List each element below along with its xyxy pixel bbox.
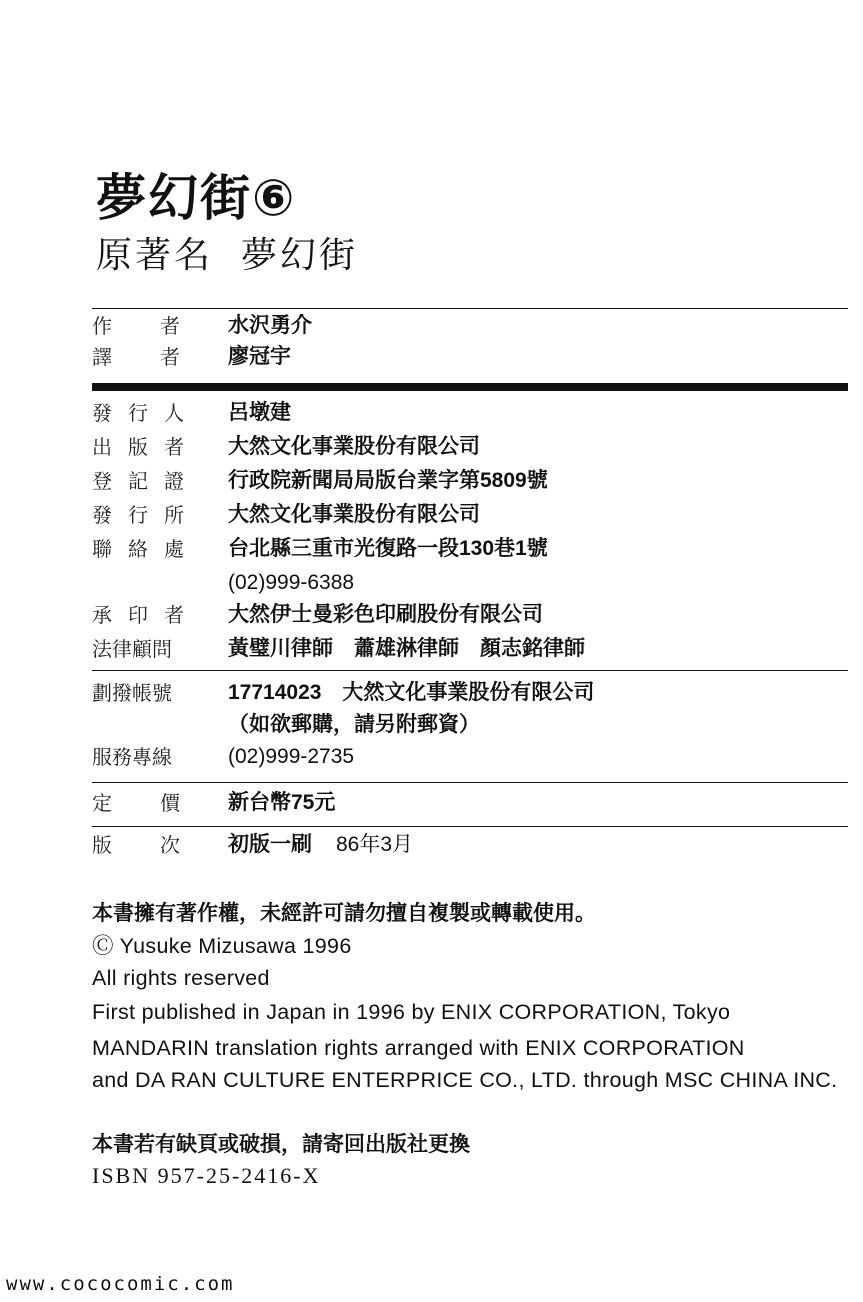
edition-date: 86年3月 [336, 833, 414, 856]
isbn: ISBN 957-25-2416-X [92, 1163, 321, 1188]
info-label: 出 版 者 [92, 435, 184, 459]
original-title: 夢幻街 [241, 235, 359, 276]
translator-name: 廖冠宇 [228, 345, 291, 368]
info-value: （如欲郵購，請另附郵資） [228, 713, 480, 736]
divider [92, 670, 848, 671]
copyright-line: All rights reserved [92, 966, 270, 990]
author-name: 水沢勇介 [228, 314, 312, 337]
info-value: 大然文化事業股份有限公司 [228, 503, 480, 526]
copyright-line: Ⓒ Yusuke Mizusawa 1996 [92, 934, 352, 958]
price-value: 新台幣75元 [228, 791, 336, 814]
info-value: (02)999-6388 [228, 571, 355, 594]
divider [92, 826, 848, 827]
info-value: 呂墩建 [228, 401, 291, 424]
copyright-line: MANDARIN translation rights arranged with ENIX CORPORATION [92, 1036, 745, 1060]
price-label: 定 價 [92, 791, 180, 815]
copyright-line: and DA RAN CULTURE ENTERPRICE CO., LTD. through MSC CHINA INC. [92, 1068, 838, 1092]
info-label: 聯 絡 處 [92, 537, 184, 561]
edition-value [228, 828, 413, 862]
info-value: (02)999-2735 [228, 745, 355, 768]
info-label: 法律顧問 [92, 637, 172, 661]
info-value: 行政院新聞局局版台業字第5809號 [228, 469, 548, 492]
info-value: 大然文化事業股份有限公司 [228, 435, 480, 458]
credit-label: 譯 者 [92, 345, 180, 369]
edition-label: 版 次 [92, 833, 180, 857]
info-label: 登 記 證 [92, 469, 184, 493]
info-label: 服務專線 [92, 745, 172, 769]
edition-text: 初版一刷 [228, 833, 312, 856]
info-value: 台北縣三重市光復路一段130巷1號 [228, 537, 548, 560]
info-label: 承 印 者 [92, 603, 184, 627]
credit-label: 作 者 [92, 314, 180, 338]
info-value: 大然伊士曼彩色印刷股份有限公司 [228, 603, 543, 626]
info-label: 發 行 人 [92, 401, 184, 425]
info-label: 發 行 所 [92, 503, 184, 527]
info-label: 劃撥帳號 [92, 681, 172, 705]
original-title-line [96, 232, 358, 280]
defect-notice: 本書若有缺頁或破損，請寄回出版社更換 [92, 1133, 470, 1156]
copyright-notice: 本書擁有著作權，未經許可請勿擅自複製或轉載使用。 [92, 902, 596, 925]
divider [92, 782, 848, 783]
info-value: 17714023 大然文化事業股份有限公司 [228, 681, 595, 704]
site-watermark: www.cococomic.com [6, 1273, 235, 1295]
original-title-label: 原著名 [96, 235, 214, 276]
copyright-line: First published in Japan in 1996 by ENIX CORPORATION, Tokyo [92, 1000, 731, 1024]
info-value: 黃璧川律師 蕭雄淋律師 顏志銘律師 [228, 637, 585, 660]
thick-divider [92, 383, 848, 391]
book-title: 夢幻街⑥ [96, 169, 297, 227]
